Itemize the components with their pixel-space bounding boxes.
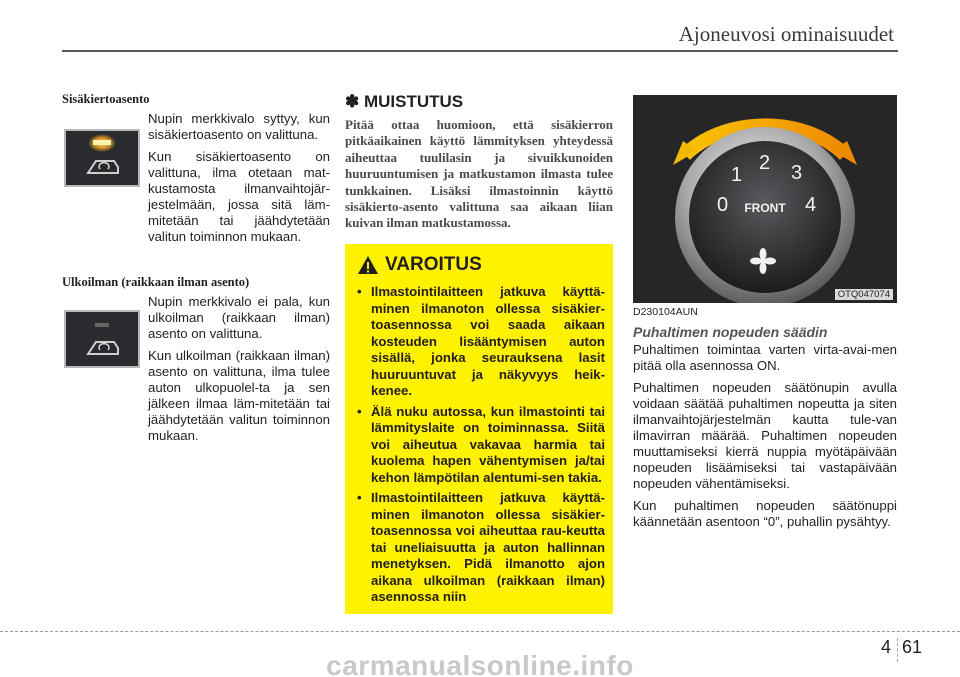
recirc-text-2: Kun sisäkiertoasento on valittuna, ilma otetaan mat-kustamosta ilmanvaihtojär-jestelmään, jossa sitä läm-mitetään tai jäähdytetään valitun toiminnon mukaan.	[148, 149, 330, 244]
warning-item: • Ilmastointilaitteen jatkuva käyttä-minen ilmanoton ollessa sisäkier-toasennossa voi saada aikaan kosteuden lisääntymisen auton sisällä, jonka seurauksena lasit huuruuntuvat ja näkyvyys heik-kenee.	[355, 284, 605, 400]
fresh-text-2: Kun ulkoilman (raikkaan ilman) asento on valittuna, ilma tulee auton ulkopuolel-ta ja sen jälkeen ilmaa läm-mitetään tai jäähdytetään valitun toiminnon mukaan.	[148, 348, 330, 443]
warning-triangle-icon	[357, 255, 379, 275]
speed-label: 2	[759, 152, 771, 174]
fan-text-3: Kun puhaltimen nopeuden säätönuppi käännetään asentoon “0”, puhallin pysähtyy.	[633, 498, 897, 529]
footer-rule	[0, 631, 960, 632]
warning-item: • Ilmastointilaitteen jatkuva käyttä-minen ilmanoton ollessa sisäkier-toasennossa voi aiheuttaa rau-keutta tai uneliaisuutta ja auton hallinnan menetyksen. Pidä ilmanotto ajon aikana ulkoilman (raikkaan ilman) asennossa niin	[355, 490, 605, 606]
speed-label: 1	[731, 164, 743, 186]
memo-title: ✽ MUISTUTUS	[345, 92, 464, 111]
fresh-indicator-icon	[66, 312, 138, 366]
chapter-number: 4	[880, 637, 891, 657]
watermark: carmanualsonline.info	[326, 650, 634, 677]
running-header-title: Ajoneuvosi ominaisuudet	[678, 22, 894, 46]
speed-label: 3	[791, 162, 803, 184]
page-number: 61	[902, 637, 923, 657]
fan-text-2: Puhaltimen nopeuden säätönupin avulla voidaan säätää puhaltimen nopeutta ja siten ilmanvaihtojärjestelmän kautta tule-van ilmavirran määrää. Puhaltimen nopeuden muuttamiseksi kierrä nuppia myötäpäivään nopeuden lisäämiseksi tai vastapäivään nopeuden vähentämiseksi.	[633, 380, 897, 491]
warning-box	[345, 244, 613, 614]
section-code: D230104AUN	[633, 306, 698, 318]
warning-title: VAROITUS	[385, 254, 482, 275]
fan-heading: Puhaltimen nopeuden säädin	[633, 324, 828, 340]
recirc-heading: Sisäkiertoasento	[62, 92, 150, 106]
fan-knob-figure	[633, 95, 897, 303]
figure-caption: OTQ047074	[835, 289, 893, 300]
fan-section	[633, 306, 897, 536]
fan-text-1: Puhaltimen toimintaa varten virta-avai-men pitää olla asennossa ON.	[633, 342, 897, 373]
left-column	[62, 92, 332, 494]
recirc-button-image	[64, 129, 140, 187]
speed-label: 4	[805, 194, 817, 216]
recirc-text-1: Nupin merkkivalo syttyy, kun sisäkiertoasento on valittuna.	[148, 111, 330, 142]
knob-front-label: FRONT	[744, 201, 786, 215]
warning-list	[355, 284, 605, 606]
recirc-block	[62, 111, 332, 275]
header-rule	[62, 50, 898, 52]
fresh-text-1: Nupin merkkivalo ei pala, kun ulkoilman (raikkaan ilman) asento on valittuna.	[148, 294, 330, 341]
fresh-heading: Ulkoilman (raikkaan ilman asento)	[62, 275, 250, 289]
warning-item: • Älä nuku autossa, kun ilmastointi tai lämmityslaite on toiminnassa. Siitä voi aiheutua vakavaa harmia tai kuolema hapen vähentymisen ja/tai kehon lämpötilan alentumi-sen takia.	[355, 404, 605, 487]
speed-label: 0	[717, 194, 729, 216]
memo-text: Pitää ottaa huomioon, että sisäkierron pitkäaikainen käyttö lämmityksen yhteydessä aiheuttaa tuulilasin ja sivuikkunoiden huuruuntumisen ja matkustamon ilmasta tulee tunkkainen. Lisäksi ilmastoinnin käyttö sisäkierto-asento valittuna saa aikaan liian kuivan ilman matkustamossa.	[345, 117, 613, 231]
fresh-block	[62, 294, 332, 494]
fresh-button-image	[64, 310, 140, 368]
recirc-indicator-icon	[66, 131, 138, 185]
memo-block	[345, 92, 613, 232]
